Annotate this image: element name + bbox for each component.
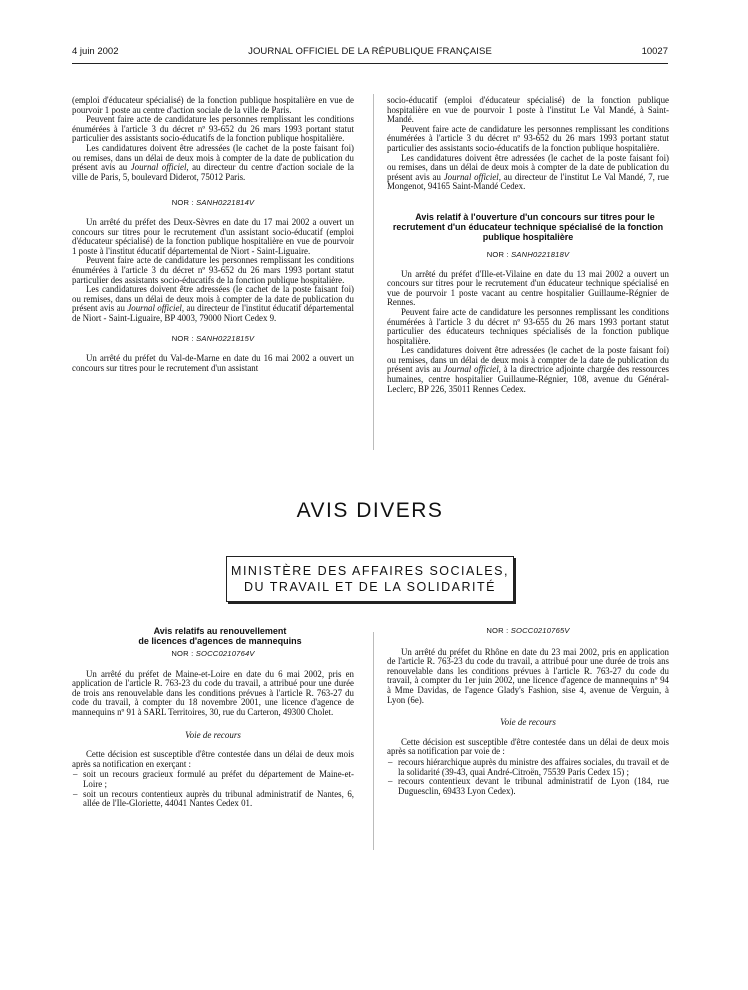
paragraph: Peuvent faire acte de candidature les personnes remplissant les conditions énumérées à l'article 3 du décret nº 93-652 du 26 mars 1993 portant statut particulier des assistants socio-éducatifs de la fonction publique hospitalière. [72,255,354,285]
header-page-number: 10027 [641,46,668,57]
right-bottom-column [387,622,669,796]
left-top-column [72,96,354,373]
paragraph: Cette décision est susceptible d'être contestée dans un délai de deux mois après sa notification en exerçant : [72,749,354,769]
section-title: Avis relatifs au renouvellement [153,626,287,636]
paragraph: (emploi d'éducateur spécialisé) de la fonction publique hospitalière en vue de pourvoir 1 poste au centre d'action sociale de la ville de Paris. [72,95,354,115]
paragraph: Peuvent faire acte de candidature les personnes remplissant les conditions énumérées à l'article 3 du décret nº 93-652 du 26 mars 1993 portant statut particulier des assistants socio-éducatifs de la fonction publique hospitalière. [387,123,669,153]
header-date: 4 juin 2002 [72,46,119,57]
recours-heading: Voie de recours [185,729,241,740]
list-item: – soit un recours gracieux formulé au préfet du département de Maine-et-Loire ; [72,770,354,789]
paragraph: Peuvent faire acte de candidature les personnes remplissant les conditions énumérées à l'article 3 du décret nº 93-652 du 26 mars 1993 portant statut particulier des assistants socio-éducatifs de la fonction publique hospitalière. [72,114,354,144]
list-item: – recours hiérarchique auprès du ministre des affaires sociales, du travail et de la solidarité (39-43, quai André-Citroën, 75539 Paris Cedex 15) ; [387,758,669,777]
paragraph: Un arrêté du préfet d'Ille-et-Vilaine en date du 13 mai 2002 a ouvert un concours sur titres pour le recrutement d'un éducateur technique spécialisé en vue de pourvoir 1 poste vacant au centre hospitalier Guillaume-Régnier de Rennes. [387,268,669,308]
ministry-box [226,556,514,602]
paragraph: Un arrêté du préfet des Deux-Sèvres en date du 17 mai 2002 a ouvert un concours sur titres pour le recrutement d'un assistant socio-éducatif (emploi d'éducateur spécialisé) de la fonction publique hospitalière en vue de pourvoir 1 poste à l'institut éducatif départemental de Niort - Saint-Liguaire. [72,216,354,256]
page-header [72,46,668,60]
nor-reference: NOR : SOCC0210765V [486,626,570,635]
nor-reference: NOR : SANH0221818V [486,249,570,259]
left-bottom-column [72,626,354,809]
nor-reference: NOR : SANH0221815V [171,334,255,344]
paragraph: Peuvent faire acte de candidature les personnes remplissant les conditions énumérées à l'article 3 du décret nº 93-655 du 26 mars 1993 portant statut particulier des éducateurs techniques spécialisés de la fonction publique hospitalière. [387,306,669,346]
recours-list [387,758,669,796]
right-top-column [387,96,669,394]
paragraph: Les candidatures doivent être adressées (le cachet de la poste faisant foi) ou remises, dans un délai de deux mois à compter de la date de publication du présent avis au Journal officiel, au directeur de l'institut éducatif départemental de Niort - Saint-Liguaire, BP 4003, 79000 Niort Cedex 9. [72,284,354,323]
paragraph: Les candidatures doivent être adressées (le cachet de la poste faisant foi) ou remises, dans un délai de deux mois à compter de la date de publication du présent avis au Journal officiel, au directeur du centre d'action sociale de la ville de Paris, 5, boulevard Diderot, 75012 Paris. [72,142,354,182]
nor-reference: NOR : SANH0221814V [171,198,255,208]
paragraph: Les candidatures doivent être adressées (le cachet de la poste faisant foi) ou remises, dans un délai de deux mois à compter de la date de publication du présent avis au Journal officiel, à la directrice adjointe chargée des ressources humaines, centre hospitalier Guillaume-Régnier, 108, avenue du Général-Leclerc, BP 226, 35011 Rennes Cedex. [387,345,669,394]
section-title: Avis relatif à l'ouverture d'un concours sur titres pour le recrutement d'un éducateur technique spécialisé de la fonction publique hospitalière [392,211,664,242]
list-item: – recours contentieux devant le tribunal administratif de Lyon (184, rue Duguesclin, 69433 Lyon Cedex). [387,777,669,796]
nor-reference: NOR : SOCC0210764V [171,649,255,658]
recours-heading: Voie de recours [500,717,556,728]
avis-divers-heading: AVIS DIVERS [296,499,444,522]
paragraph: Un arrêté du préfet du Rhône en date du 23 mai 2002, pris en application de l'article R. 763-23 du code du travail, a attribué pour une durée de trois ans renouvelable dans les conditions prévues à l'article R. 763-27 du code du travail, à compter du 1er juin 2002, une licence d'agence de mannequins nº 94 à Mme Davidas, de l'agence Glady's Fashion, sise 4, avenue de Verguin, à Lyon (6e). [387,646,669,705]
paragraph: Un arrêté du préfet de Maine-et-Loire en date du 6 mai 2002, pris en application de l'article R. 763-23 du code du travail, a attribué pour une durée de trois ans renouvelable dans les conditions prévues à l'article R. 763-27 du code du travail, à compter du 18 novembre 2001, une licence d'agence de mannequins nº 91 à SARL Territoires, 30, rue du Carteron, 49300 Cholet. [72,668,354,717]
column-divider [373,632,374,850]
ministry-line: DU TRAVAIL ET DE LA SOLIDARITÉ [243,579,496,594]
section-title: de licences d'agences de mannequins [138,636,302,646]
paragraph: Un arrêté du préfet du Val-de-Marne en date du 16 mai 2002 a ouvert un concours sur titres pour le recrutement d'un assistant [72,353,354,373]
ministry-line: MINISTÈRE DES AFFAIRES SOCIALES, [231,564,509,578]
column-divider [373,94,374,450]
header-rule [72,63,668,64]
recours-list [72,770,354,808]
list-item: – soit un recours contentieux auprès du tribunal administratif de Nantes, 6, allée de l'Ile-Gloriette, 44041 Nantes Cedex 01. [72,790,354,809]
paragraph: Cette décision est susceptible d'être contestée dans un délai de deux mois après sa notification par voie de : [387,736,669,757]
header-title: JOURNAL OFFICIEL DE LA RÉPUBLIQUE FRANÇAISE [248,46,492,57]
paragraph: Les candidatures doivent être adressées (le cachet de la poste faisant foi) ou remises, dans un délai de deux mois à compter de la date de publication du présent avis au Journal officiel, au directeur de l'institut Le Val Mandé, 7, rue Mongenot, 94165 Saint-Mandé Cedex. [387,152,669,192]
paragraph: socio-éducatif (emploi d'éducateur spécialisé) de la fonction publique hospitalière en vue de pourvoir 1 poste à l'institut Le Val Mandé, à Saint-Mandé. [387,95,669,125]
